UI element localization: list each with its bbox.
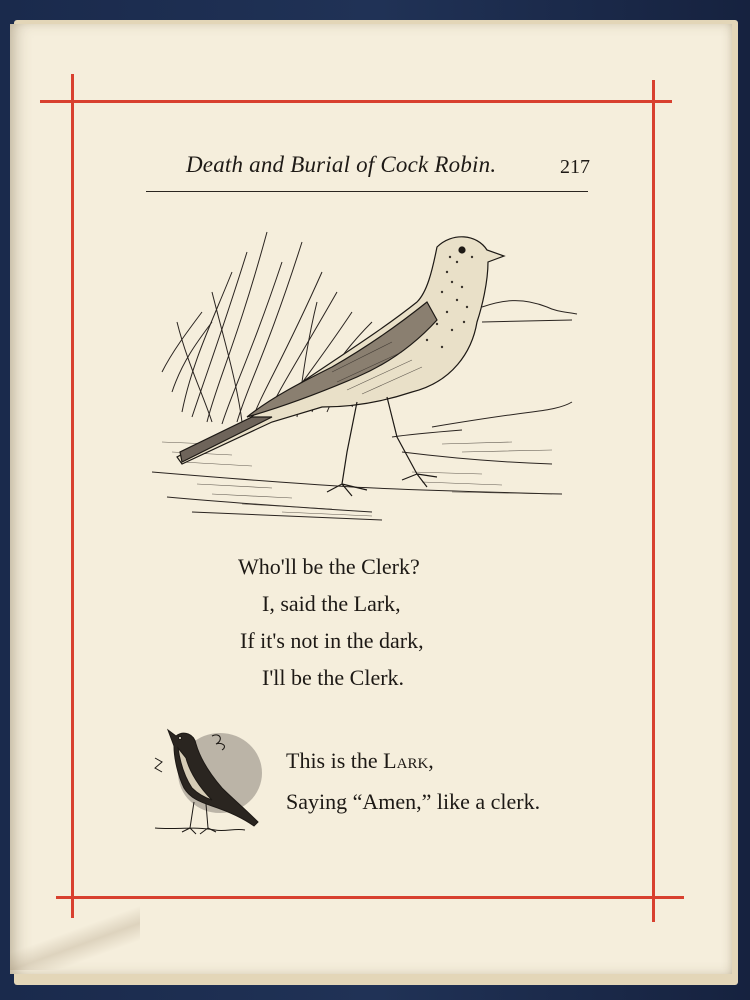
verse-line: I, said the Lark, — [262, 591, 401, 616]
running-title: Death and Burial of Cock Robin. — [186, 152, 497, 177]
verse-line: If it's not in the dark, — [240, 628, 424, 653]
border-rule-bottom — [56, 896, 684, 899]
border-rule-right — [652, 80, 655, 922]
caption — [286, 740, 616, 822]
caption-bird-name: Lark, — [383, 748, 434, 773]
caption-line-prefix: This is the — [286, 748, 384, 773]
page-header — [150, 148, 590, 188]
caption-line: Saying “Amen,” like a clerk. — [286, 789, 541, 814]
border-rule-top — [40, 100, 672, 103]
verse — [238, 548, 558, 696]
page-number: 217 — [560, 156, 590, 178]
lark-engraving — [152, 212, 582, 532]
verse-line: I'll be the Clerk. — [262, 665, 405, 690]
caption-line — [286, 740, 616, 781]
page-crease — [10, 900, 140, 970]
verse-line: Who'll be the Clerk? — [238, 554, 420, 579]
small-lark-engraving — [150, 718, 268, 840]
border-rule-left — [71, 74, 74, 918]
header-rule — [146, 191, 588, 192]
